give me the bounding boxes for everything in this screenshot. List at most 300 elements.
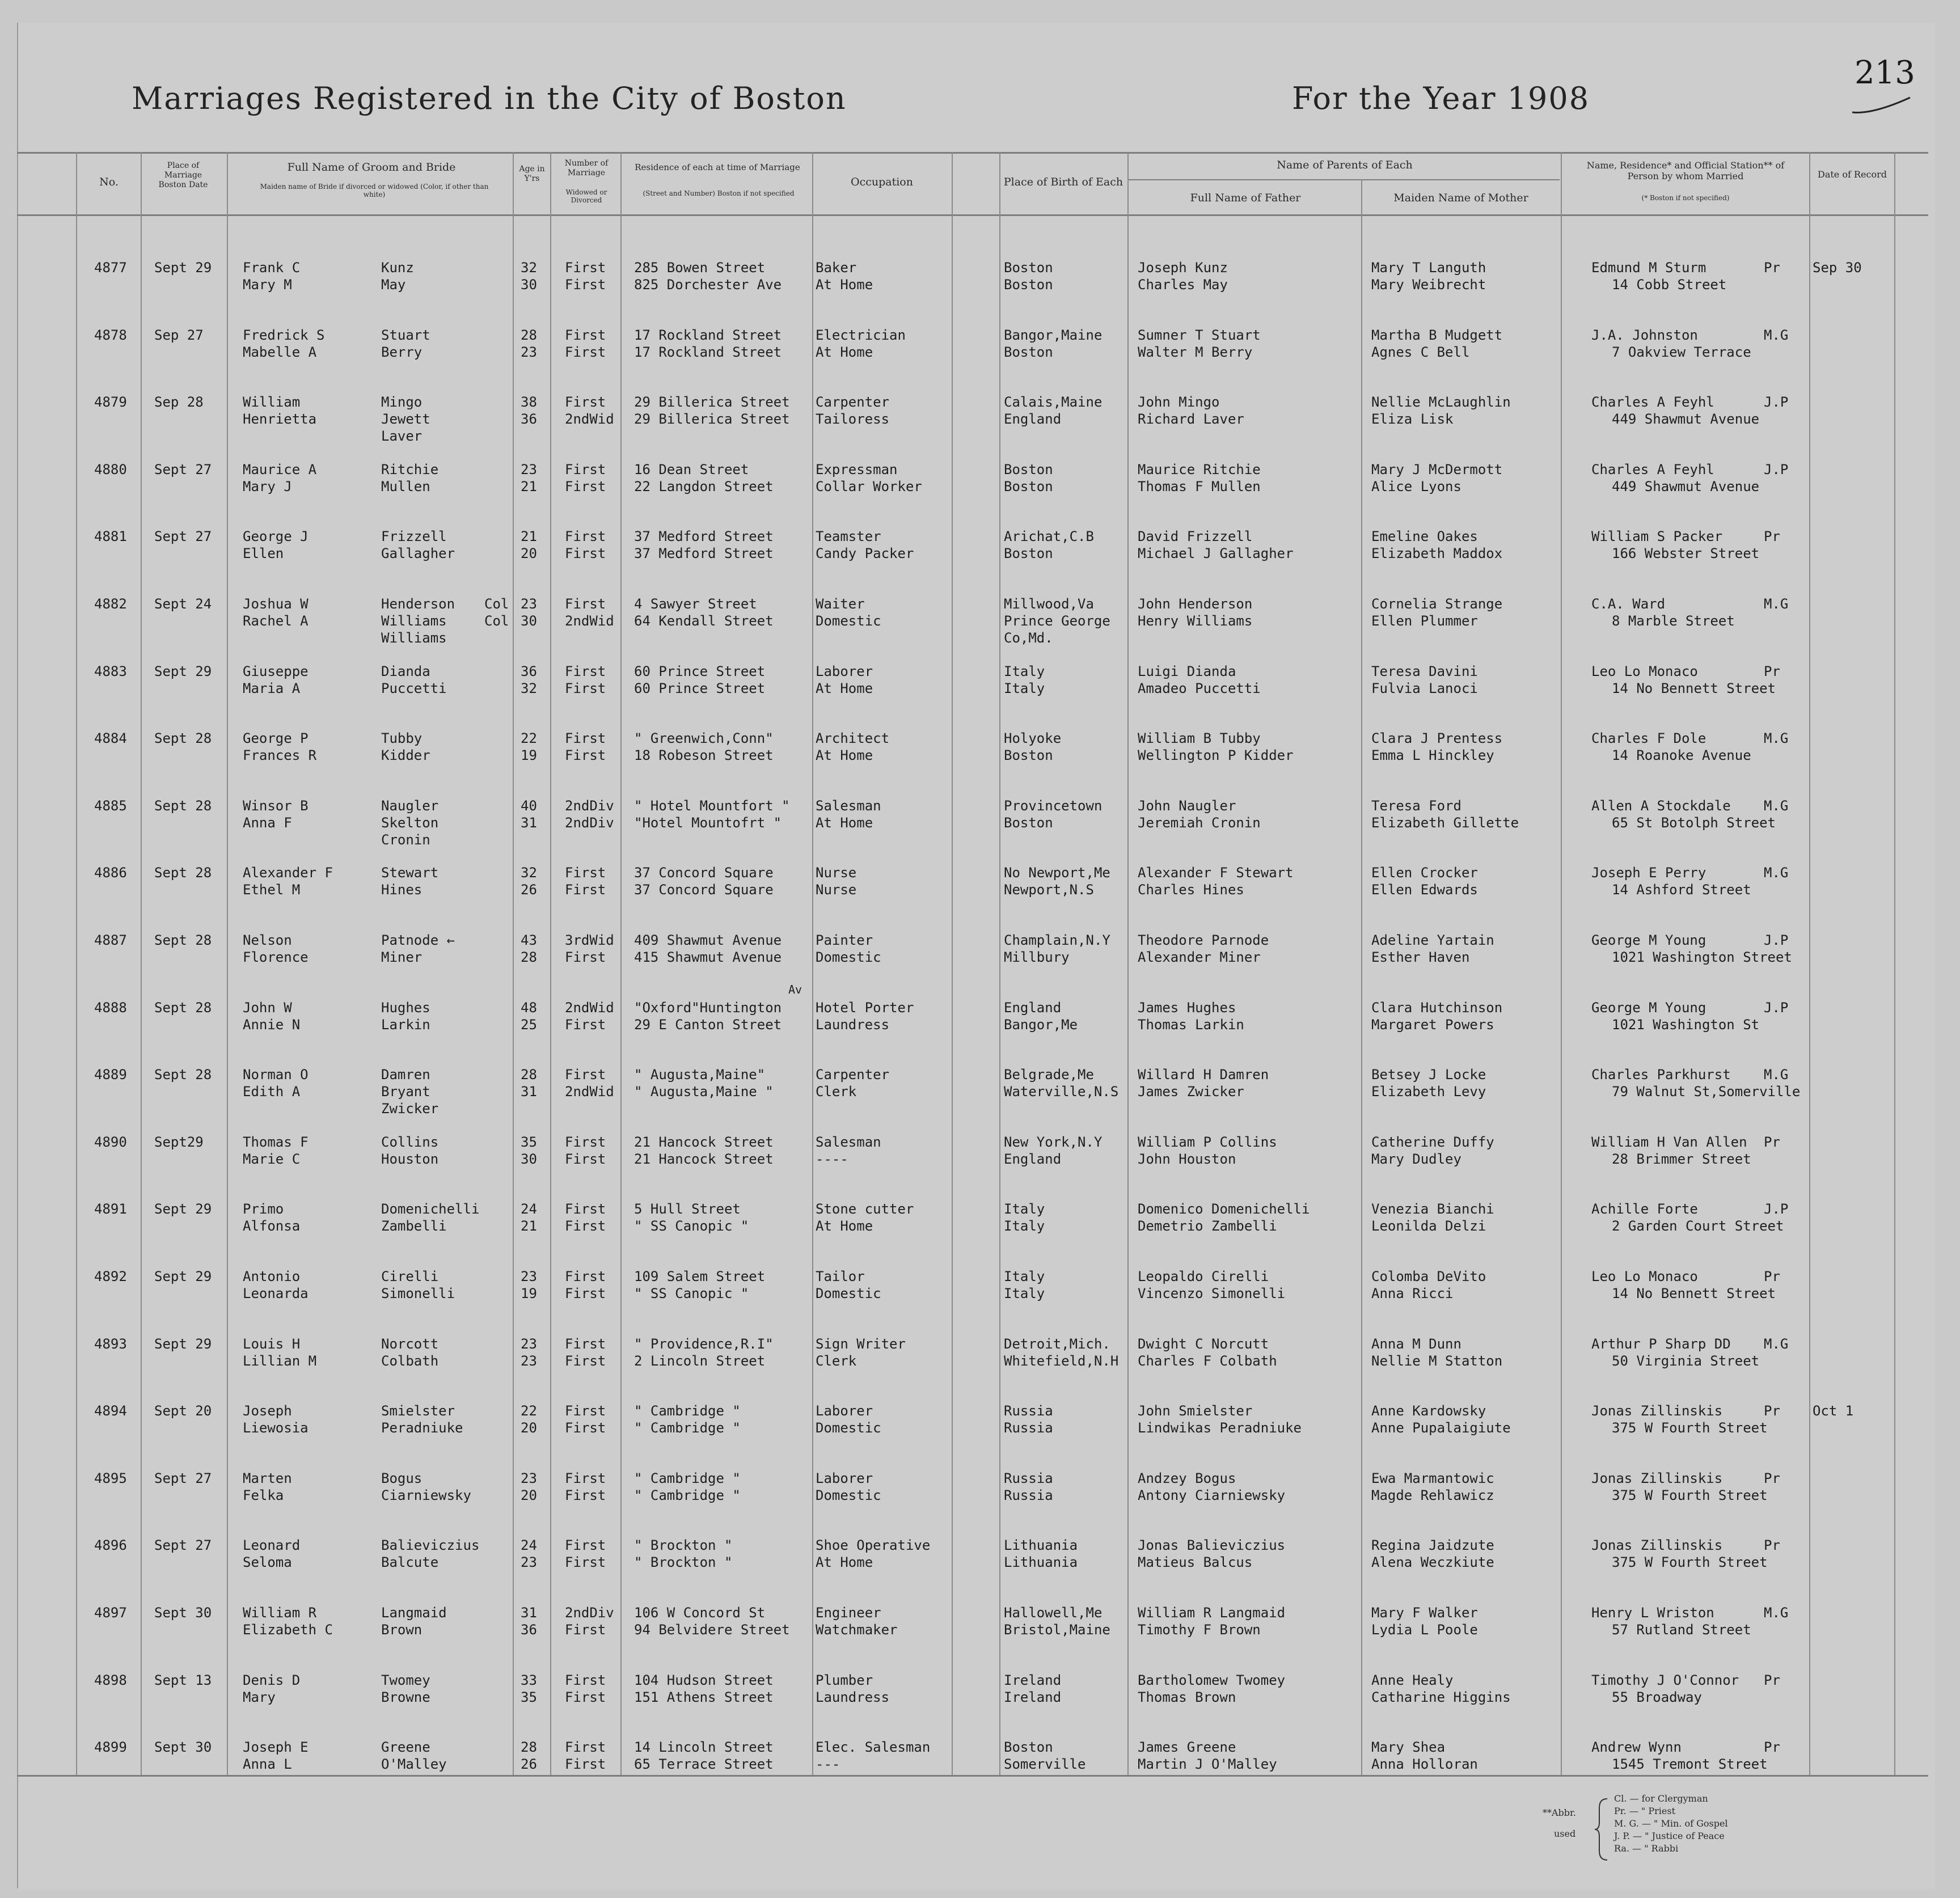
bride-surname: Mullen bbox=[381, 478, 430, 494]
officiant-name: Timothy J O'Connor bbox=[1591, 1672, 1739, 1688]
bride-residence: 94 Belvidere Street bbox=[634, 1622, 790, 1638]
groom-given-name: George P bbox=[243, 730, 309, 747]
bride-residence: 22 Langdon Street bbox=[634, 478, 774, 494]
bride-father: Michael J Gallagher bbox=[1138, 546, 1294, 562]
groom-birthplace: Provincetown bbox=[1004, 797, 1102, 814]
groom-age: 33 bbox=[521, 1672, 537, 1688]
bride-given-name: Ethel M bbox=[243, 882, 301, 898]
bride-age: 23 bbox=[521, 1352, 537, 1369]
col-header-age: Age in Y'rs bbox=[519, 164, 545, 183]
bride-birthplace: Italy bbox=[1004, 680, 1045, 696]
bride-mother: Mary Dudley bbox=[1371, 1151, 1461, 1167]
marriage-date: Sept 29 bbox=[154, 1335, 212, 1352]
bride-mother: Emma L Hinckley bbox=[1371, 747, 1494, 764]
bride-surname: Gallagher bbox=[381, 546, 455, 562]
bride-residence: 17 Rockland Street bbox=[634, 344, 782, 360]
groom-age: 24 bbox=[521, 1537, 537, 1554]
groom-mother: Martha B Mudgett bbox=[1371, 327, 1503, 343]
bride-maiden-name: Zwicker bbox=[381, 1101, 439, 1117]
groom-marriage-number: First bbox=[565, 1201, 606, 1218]
groom-mother: Emeline Oakes bbox=[1371, 529, 1478, 545]
bride-surname: Berry bbox=[381, 344, 423, 360]
groom-birthplace: Arichat,C.B bbox=[1004, 529, 1094, 545]
groom-mother: Mary F Walker bbox=[1371, 1605, 1478, 1621]
groom-marriage-number: First bbox=[565, 1335, 606, 1352]
col-header-number-of-marriage-note: Widowed or Divorced bbox=[565, 188, 607, 205]
bride-father: Henry Williams bbox=[1138, 613, 1253, 629]
groom-occupation: Teamster bbox=[816, 529, 881, 545]
groom-occupation: Laborer bbox=[816, 663, 873, 679]
col-header-full-name: Full Name of Groom and Bride bbox=[287, 161, 456, 174]
groom-marriage-number: First bbox=[565, 1067, 606, 1083]
official-station: J.P bbox=[1764, 394, 1789, 411]
groom-given-name: Frank C bbox=[243, 260, 301, 276]
bride-given-name: Henrietta bbox=[243, 411, 317, 428]
check-mark-icon bbox=[1850, 95, 1912, 118]
record-number: 4888 bbox=[94, 999, 127, 1016]
groom-birthplace: Italy bbox=[1004, 1201, 1045, 1218]
groom-father: Alexander F Stewart bbox=[1138, 865, 1294, 881]
legend-item: Cl. — for Clergyman bbox=[1614, 1793, 1708, 1804]
bride-residence: " Cambridge " bbox=[634, 1487, 741, 1503]
groom-given-name: Winsor B bbox=[243, 797, 309, 814]
groom-surname: Patnode ← bbox=[381, 932, 455, 948]
column-rule bbox=[1127, 152, 1129, 1775]
groom-marriage-number: 2ndDiv bbox=[565, 797, 614, 814]
marriage-date: Sept 29 bbox=[154, 663, 212, 679]
marriage-date: Sept 28 bbox=[154, 932, 212, 948]
bride-father: Richard Laver bbox=[1138, 411, 1244, 428]
bride-residence: 60 Prince Street bbox=[634, 680, 766, 696]
bride-surname: Zambelli bbox=[381, 1218, 447, 1235]
groom-father: William P Collins bbox=[1138, 1134, 1277, 1150]
bride-occupation: At Home bbox=[816, 1218, 873, 1235]
page-number: 213 bbox=[1855, 54, 1915, 91]
groom-age: 21 bbox=[521, 529, 537, 545]
groom-father: Sumner T Stuart bbox=[1138, 327, 1261, 343]
officiant-name: Henry L Wriston bbox=[1591, 1605, 1714, 1621]
bride-surname: May bbox=[381, 277, 406, 293]
bride-occupation: Watchmaker bbox=[816, 1622, 898, 1638]
bride-surname: Williams bbox=[381, 613, 447, 629]
groom-birthplace: Russia bbox=[1004, 1403, 1053, 1419]
bride-birthplace: Boston bbox=[1004, 747, 1053, 764]
officiant-name: Edmund M Sturm bbox=[1591, 260, 1706, 276]
groom-residence: 17 Rockland Street bbox=[634, 327, 782, 343]
record-number: 4889 bbox=[94, 1067, 127, 1083]
bride-marriage-number: 2ndDiv bbox=[565, 814, 614, 831]
groom-occupation: Salesman bbox=[816, 797, 881, 814]
bride-marriage-number: First bbox=[565, 1554, 606, 1571]
groom-surname: Stewart bbox=[381, 865, 439, 881]
officiant-name: William H Van Allen bbox=[1591, 1134, 1747, 1150]
bride-birthplace: Ireland bbox=[1004, 1689, 1062, 1705]
officiant-name: Charles F Dole bbox=[1591, 730, 1706, 747]
groom-marriage-number: First bbox=[565, 663, 606, 679]
groom-mother: Anna M Dunn bbox=[1371, 1335, 1461, 1352]
marriage-date: Sept 29 bbox=[154, 260, 212, 276]
bride-birthplace: Italy bbox=[1004, 1286, 1045, 1301]
bride-mother: Anne Pupalaigiute bbox=[1371, 1420, 1511, 1436]
officiant-residence: 1021 Washington Street bbox=[1612, 949, 1792, 965]
bride-birthplace: Somerville bbox=[1004, 1756, 1086, 1773]
column-rule bbox=[513, 152, 514, 1775]
groom-mother: Teresa Ford bbox=[1371, 797, 1461, 814]
officiant-name: Charles Parkhurst bbox=[1591, 1067, 1731, 1083]
marriage-date: Sept 29 bbox=[154, 1269, 212, 1284]
groom-father: William B Tubby bbox=[1138, 730, 1261, 747]
bride-marriage-number: First bbox=[565, 949, 606, 965]
groom-surname: Ritchie bbox=[381, 461, 439, 477]
groom-residence: 37 Medford Street bbox=[634, 529, 774, 545]
bride-father: Vincenzo Simonelli bbox=[1138, 1286, 1286, 1301]
groom-occupation: Expressman bbox=[816, 461, 898, 477]
groom-marriage-number: First bbox=[565, 529, 606, 545]
bride-marriage-number: First bbox=[565, 546, 606, 562]
groom-given-name: Antonio bbox=[243, 1269, 301, 1284]
column-rule bbox=[141, 152, 142, 1775]
bride-father: Walter M Berry bbox=[1138, 344, 1253, 360]
bride-father: Thomas Larkin bbox=[1138, 1016, 1244, 1033]
bride-given-name: Elizabeth C bbox=[243, 1622, 333, 1638]
groom-surname: Domenichelli bbox=[381, 1201, 480, 1218]
officiant-name: Jonas Zillinskis bbox=[1591, 1537, 1723, 1554]
groom-given-name: William R bbox=[243, 1605, 317, 1621]
bride-residence: 415 Shawmut Avenue bbox=[634, 949, 782, 965]
groom-surname: Damren bbox=[381, 1067, 430, 1083]
bride-occupation: Candy Packer bbox=[816, 546, 914, 562]
bride-mother: Anna Ricci bbox=[1371, 1286, 1454, 1301]
legend-item: Ra. — " Rabbi bbox=[1614, 1843, 1679, 1854]
groom-age: 23 bbox=[521, 1335, 537, 1352]
groom-surname: Tubby bbox=[381, 730, 423, 747]
record-number: 4881 bbox=[94, 529, 127, 545]
bride-birthplace-cont: Co,Md. bbox=[1004, 630, 1053, 646]
groom-residence: " Hotel Mountfort " bbox=[634, 797, 790, 814]
marriage-date: Sept 29 bbox=[154, 1201, 212, 1218]
officiant-residence: 449 Shawmut Avenue bbox=[1612, 411, 1760, 428]
officiant-name: Jonas Zillinskis bbox=[1591, 1403, 1723, 1419]
record-number: 4880 bbox=[94, 461, 127, 477]
bride-surname: Browne bbox=[381, 1689, 430, 1705]
groom-age: 24 bbox=[521, 1201, 537, 1218]
bride-marriage-number: First bbox=[565, 680, 606, 696]
bride-residence: " SS Canopic " bbox=[634, 1286, 749, 1301]
groom-age: 43 bbox=[521, 932, 537, 948]
bride-given-name: Florence bbox=[243, 949, 309, 965]
column-rule bbox=[1809, 152, 1810, 1775]
bride-marriage-number: First bbox=[565, 277, 606, 293]
bride-mother: Ellen Edwards bbox=[1371, 882, 1478, 898]
bride-birthplace: Boston bbox=[1004, 277, 1053, 293]
bride-age: 36 bbox=[521, 411, 537, 428]
groom-residence-note: Av bbox=[788, 982, 802, 996]
groom-father: Andzey Bogus bbox=[1138, 1470, 1236, 1486]
bride-birthplace: Waterville,N.S bbox=[1004, 1084, 1119, 1100]
record-number: 4882 bbox=[94, 596, 127, 612]
bride-marriage-number: First bbox=[565, 1420, 606, 1436]
column-rule bbox=[1561, 152, 1562, 1775]
official-station: M.G bbox=[1764, 1067, 1789, 1083]
groom-age: 23 bbox=[521, 596, 537, 612]
bride-age: 23 bbox=[521, 1554, 537, 1571]
bride-occupation: At Home bbox=[816, 814, 873, 831]
bride-birthplace: Newport,N.S bbox=[1004, 882, 1094, 898]
col-header-parents: Name of Parents of Each bbox=[1277, 159, 1413, 171]
groom-given-name: Louis H bbox=[243, 1335, 301, 1352]
officiant-residence: 14 No Bennett Street bbox=[1612, 680, 1776, 696]
bride-surname: Jewett bbox=[381, 411, 430, 428]
official-station: Pr bbox=[1764, 1403, 1780, 1419]
bride-birthplace: England bbox=[1004, 411, 1062, 428]
groom-mother: Adeline Yartain bbox=[1371, 932, 1494, 948]
bride-maiden-name: Cronin bbox=[381, 831, 430, 848]
bride-age: 20 bbox=[521, 1487, 537, 1503]
groom-mother: Betsey J Locke bbox=[1371, 1067, 1486, 1083]
bride-residence: 37 Concord Square bbox=[634, 882, 774, 898]
groom-residence: " Augusta,Maine" bbox=[634, 1067, 766, 1083]
groom-father: Luigi Dianda bbox=[1138, 663, 1236, 679]
register-year: For the Year 1908 bbox=[1292, 81, 1590, 116]
groom-occupation: Baker bbox=[816, 260, 857, 276]
official-station: J.P bbox=[1764, 1201, 1789, 1218]
bride-father: James Zwicker bbox=[1138, 1084, 1244, 1100]
groom-birthplace: Boston bbox=[1004, 461, 1053, 477]
groom-residence: " Cambridge " bbox=[634, 1470, 741, 1486]
groom-father: Joseph Kunz bbox=[1138, 260, 1228, 276]
bride-father: Timothy F Brown bbox=[1138, 1622, 1261, 1638]
officiant-name: Andrew Wynn bbox=[1591, 1739, 1682, 1756]
groom-mother: Anne Kardowsky bbox=[1371, 1403, 1486, 1419]
official-station: Pr bbox=[1764, 1470, 1780, 1486]
bride-occupation: Laundress bbox=[816, 1689, 890, 1705]
groom-occupation: Stone cutter bbox=[816, 1201, 914, 1218]
col-header-birthplace: Place of Birth of Each bbox=[1003, 176, 1123, 188]
bride-father: Thomas F Mullen bbox=[1138, 478, 1261, 494]
bride-residence: " Augusta,Maine " bbox=[634, 1084, 774, 1100]
bride-given-name: Marie C bbox=[243, 1151, 301, 1167]
groom-given-name: Denis D bbox=[243, 1672, 301, 1688]
bride-birthplace: Boston bbox=[1004, 478, 1053, 494]
officiant-residence: 1021 Washington St bbox=[1612, 1016, 1760, 1033]
bride-surname: Ciarniewsky bbox=[381, 1487, 471, 1503]
officiant-residence: 57 Rutland Street bbox=[1612, 1622, 1751, 1638]
bride-given-name: Mary bbox=[243, 1689, 276, 1705]
marriage-date: Sept 28 bbox=[154, 797, 212, 814]
groom-marriage-number: 2ndDiv bbox=[565, 1605, 614, 1621]
groom-occupation: Plumber bbox=[816, 1672, 873, 1688]
bride-marriage-number: First bbox=[565, 1622, 606, 1638]
header-top-rule bbox=[17, 152, 1928, 154]
record-number: 4887 bbox=[94, 932, 127, 948]
groom-age: 28 bbox=[521, 1739, 537, 1756]
groom-mother: Ellen Crocker bbox=[1371, 865, 1478, 881]
bride-father: John Houston bbox=[1138, 1151, 1236, 1167]
officiant-residence: 375 W Fourth Street bbox=[1612, 1487, 1768, 1503]
bride-mother: Elizabeth Gillette bbox=[1371, 814, 1519, 831]
bride-marriage-number: First bbox=[565, 1218, 606, 1235]
groom-surname: Bogus bbox=[381, 1470, 423, 1486]
col-header-full-name-note: Maiden name of Bride if divorced or widowed (Color, if other than white) bbox=[260, 183, 489, 199]
groom-birthplace: Italy bbox=[1004, 1269, 1045, 1284]
officiant-residence: 14 Cobb Street bbox=[1612, 277, 1727, 293]
groom-birthplace: Detroit,Mich. bbox=[1004, 1335, 1110, 1352]
bride-residence: 37 Medford Street bbox=[634, 546, 774, 562]
officiant-residence: 449 Shawmut Avenue bbox=[1612, 478, 1760, 494]
groom-surname: Naugler bbox=[381, 797, 439, 814]
groom-given-name: Maurice A bbox=[243, 461, 317, 477]
bride-age: 20 bbox=[521, 546, 537, 562]
bride-given-name: Mary J bbox=[243, 478, 292, 494]
bride-given-name: Alfonsa bbox=[243, 1218, 301, 1235]
bride-age: 32 bbox=[521, 680, 537, 696]
bride-residence: 151 Athens Street bbox=[634, 1689, 774, 1705]
bride-father: Thomas Brown bbox=[1138, 1689, 1236, 1705]
bride-marriage-number: First bbox=[565, 1286, 606, 1301]
official-station: M.G bbox=[1764, 1605, 1789, 1621]
officiant-name: George M Young bbox=[1591, 999, 1706, 1016]
bride-father: Alexander Miner bbox=[1138, 949, 1261, 965]
bride-given-name: Seloma bbox=[243, 1554, 292, 1571]
bride-age: 21 bbox=[521, 478, 537, 494]
bride-mother: Alena Weczkiute bbox=[1371, 1554, 1494, 1571]
column-rule bbox=[550, 152, 551, 1775]
bride-age: 35 bbox=[521, 1689, 537, 1705]
groom-mother: Catherine Duffy bbox=[1371, 1134, 1494, 1150]
record-number: 4899 bbox=[94, 1739, 127, 1756]
col-header-no: No. bbox=[99, 176, 119, 188]
groom-occupation: Elec. Salesman bbox=[816, 1739, 931, 1756]
groom-marriage-number: First bbox=[565, 1672, 606, 1688]
groom-birthplace: England bbox=[1004, 999, 1062, 1016]
bride-residence: 29 Billerica Street bbox=[634, 411, 790, 428]
groom-residence: 21 Hancock Street bbox=[634, 1134, 774, 1150]
bride-maiden-name: Laver bbox=[381, 428, 423, 445]
groom-birthplace: Hallowell,Me bbox=[1004, 1605, 1102, 1621]
officiant-residence: 166 Webster Street bbox=[1612, 546, 1760, 562]
groom-surname: Cirelli bbox=[381, 1269, 439, 1284]
groom-given-name: George J bbox=[243, 529, 309, 545]
column-rule bbox=[812, 152, 813, 1775]
groom-mother: Ewa Marmantowic bbox=[1371, 1470, 1494, 1486]
groom-father: James Greene bbox=[1138, 1739, 1236, 1756]
bride-birthplace: Russia bbox=[1004, 1487, 1053, 1503]
groom-residence: 29 Billerica Street bbox=[634, 394, 790, 411]
officiant-residence: 2 Garden Court Street bbox=[1612, 1218, 1784, 1235]
official-station: M.G bbox=[1764, 1335, 1789, 1352]
groom-surname: Collins bbox=[381, 1134, 439, 1150]
groom-surname: Norcott bbox=[381, 1335, 439, 1352]
groom-birthplace: No Newport,Me bbox=[1004, 865, 1110, 881]
bride-residence: " SS Canopic " bbox=[634, 1218, 749, 1235]
groom-mother: Mary T Languth bbox=[1371, 260, 1486, 276]
marriage-date: Sep 28 bbox=[154, 394, 204, 411]
bride-given-name: Lillian M bbox=[243, 1352, 317, 1369]
legend-brace-icon bbox=[1592, 1796, 1610, 1862]
marriage-date: Sep 27 bbox=[154, 327, 204, 343]
groom-residence: " Providence,R.I" bbox=[634, 1335, 774, 1352]
bride-color: Col bbox=[484, 613, 509, 629]
bride-age: 31 bbox=[521, 1084, 537, 1100]
groom-age: 23 bbox=[521, 1470, 537, 1486]
groom-mother: Mary J McDermott bbox=[1371, 461, 1503, 477]
parents-header-rule bbox=[1129, 179, 1560, 180]
groom-age: 32 bbox=[521, 865, 537, 881]
bride-father: Martin J O'Malley bbox=[1138, 1756, 1277, 1773]
bride-residence: 21 Hancock Street bbox=[634, 1151, 774, 1167]
marriage-date: Sept 28 bbox=[154, 730, 212, 747]
bride-surname: Balcute bbox=[381, 1554, 439, 1571]
groom-birthplace: Russia bbox=[1004, 1470, 1053, 1486]
bride-given-name: Frances R bbox=[243, 747, 317, 764]
groom-birthplace: Millwood,Va bbox=[1004, 596, 1094, 612]
groom-mother: Regina Jaidzute bbox=[1371, 1537, 1494, 1554]
bride-occupation: At Home bbox=[816, 747, 873, 764]
officiant-name: Leo Lo Monaco bbox=[1591, 1269, 1698, 1284]
column-rule bbox=[1894, 152, 1895, 1775]
marriage-date: Sept 27 bbox=[154, 529, 212, 545]
bride-father: Lindwikas Peradniuke bbox=[1138, 1420, 1302, 1436]
bride-age: 19 bbox=[521, 1286, 537, 1301]
bride-residence: 18 Robeson Street bbox=[634, 747, 774, 764]
record-number: 4892 bbox=[94, 1269, 127, 1284]
groom-mother: Venezia Bianchi bbox=[1371, 1201, 1494, 1218]
groom-father: John Smielster bbox=[1138, 1403, 1253, 1419]
officiant-residence: 1545 Tremont Street bbox=[1612, 1756, 1768, 1773]
bride-birthplace: Millbury bbox=[1004, 949, 1070, 965]
bride-surname: Colbath bbox=[381, 1352, 439, 1369]
groom-age: 23 bbox=[521, 1269, 537, 1284]
groom-occupation: Architect bbox=[816, 730, 890, 747]
bride-mother: Leonilda Delzi bbox=[1371, 1218, 1486, 1235]
groom-occupation: Sign Writer bbox=[816, 1335, 906, 1352]
groom-occupation: Waiter bbox=[816, 596, 865, 612]
bride-birthplace: Boston bbox=[1004, 814, 1053, 831]
groom-age: 28 bbox=[521, 327, 537, 343]
bride-age: 31 bbox=[521, 814, 537, 831]
groom-mother: Colomba DeVito bbox=[1371, 1269, 1486, 1284]
col-header-residence-note: (Street and Number) Boston if not specified bbox=[643, 189, 795, 197]
bride-age: 30 bbox=[521, 613, 537, 629]
groom-occupation: Tailor bbox=[816, 1269, 865, 1284]
groom-marriage-number: First bbox=[565, 1537, 606, 1554]
official-station: M.G bbox=[1764, 797, 1789, 814]
bride-mother: Esther Haven bbox=[1371, 949, 1470, 965]
groom-marriage-number: 2ndWid bbox=[565, 999, 614, 1016]
col-header-residence: Residence of each at time of Marriage bbox=[635, 162, 800, 172]
groom-marriage-number: First bbox=[565, 260, 606, 276]
groom-residence: " Brockton " bbox=[634, 1537, 733, 1554]
groom-surname: Hughes bbox=[381, 999, 430, 1016]
bride-occupation: Domestic bbox=[816, 1487, 881, 1503]
bride-marriage-number: First bbox=[565, 1487, 606, 1503]
bride-occupation: At Home bbox=[816, 1554, 873, 1571]
groom-marriage-number: 3rdWid bbox=[565, 932, 614, 948]
bride-residence: " Cambridge " bbox=[634, 1420, 741, 1436]
record-number: 4894 bbox=[94, 1403, 127, 1419]
groom-birthplace: Bangor,Maine bbox=[1004, 327, 1102, 343]
bride-age: 19 bbox=[521, 747, 537, 764]
groom-father: Bartholomew Twomey bbox=[1138, 1672, 1286, 1688]
groom-color: Col bbox=[484, 596, 509, 612]
bride-birthplace: Boston bbox=[1004, 546, 1053, 562]
official-station: Pr bbox=[1764, 1134, 1780, 1150]
record-date: Oct 1 bbox=[1813, 1403, 1854, 1419]
bride-given-name: Anna F bbox=[243, 814, 292, 831]
official-station: J.P bbox=[1764, 932, 1789, 948]
bride-father: Jeremiah Cronin bbox=[1138, 814, 1261, 831]
table-bottom-rule bbox=[17, 1775, 1928, 1777]
